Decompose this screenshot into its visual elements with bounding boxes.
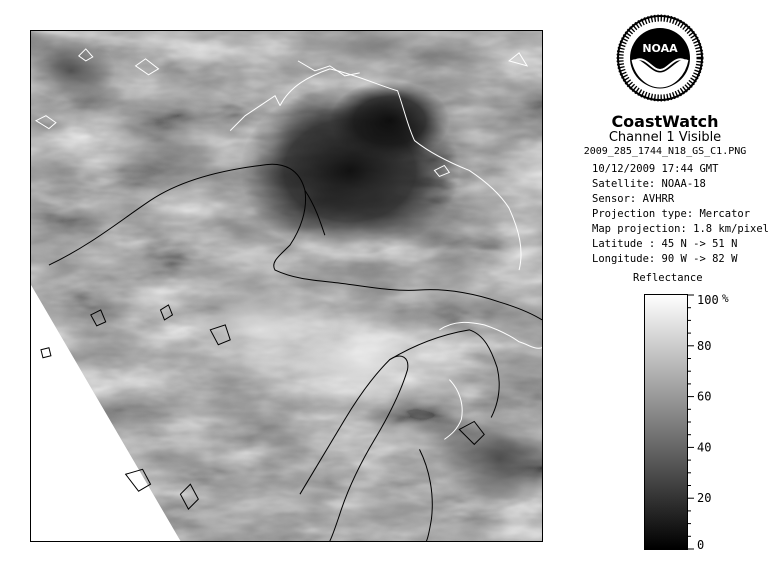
logo-text: NOAA — [642, 42, 678, 55]
longitude-label: Longitude: 90 W -> 82 W — [592, 253, 738, 265]
sensor-label: Sensor: AVHRR — [592, 193, 675, 205]
colorbar — [644, 294, 688, 550]
colorbar-tick-label: 100 — [697, 294, 719, 307]
noaa-logo-icon — [616, 14, 704, 102]
projection-type-label: Projection type: Mercator — [592, 208, 751, 220]
channel-label: Channel 1 Visible — [608, 130, 722, 145]
satellite-map — [30, 30, 543, 542]
colorbar-tick-label: 40 — [697, 440, 712, 455]
latitude-label: Latitude : 45 N -> 51 N — [592, 238, 738, 250]
colorbar-tick-label: 80 — [697, 338, 712, 353]
colorbar-title: Reflectance — [633, 272, 703, 284]
colorbar-axis — [688, 294, 748, 550]
colorbar-tick-label: 0 — [697, 538, 705, 550]
datetime-label: 10/12/2009 17:44 GMT — [592, 163, 719, 175]
colorbar-tick-label: 60 — [697, 389, 712, 404]
colorbar-tick-label: 20 — [697, 491, 712, 506]
filename-label: 2009_285_1744_N18_GS_C1.PNG — [583, 146, 747, 157]
product-title: CoastWatch — [611, 112, 719, 131]
map-projection-label: Map projection: 1.8 km/pixel — [592, 223, 770, 235]
colorbar-unit: % — [722, 294, 729, 305]
satellite-label: Satellite: NOAA-18 — [592, 178, 706, 190]
